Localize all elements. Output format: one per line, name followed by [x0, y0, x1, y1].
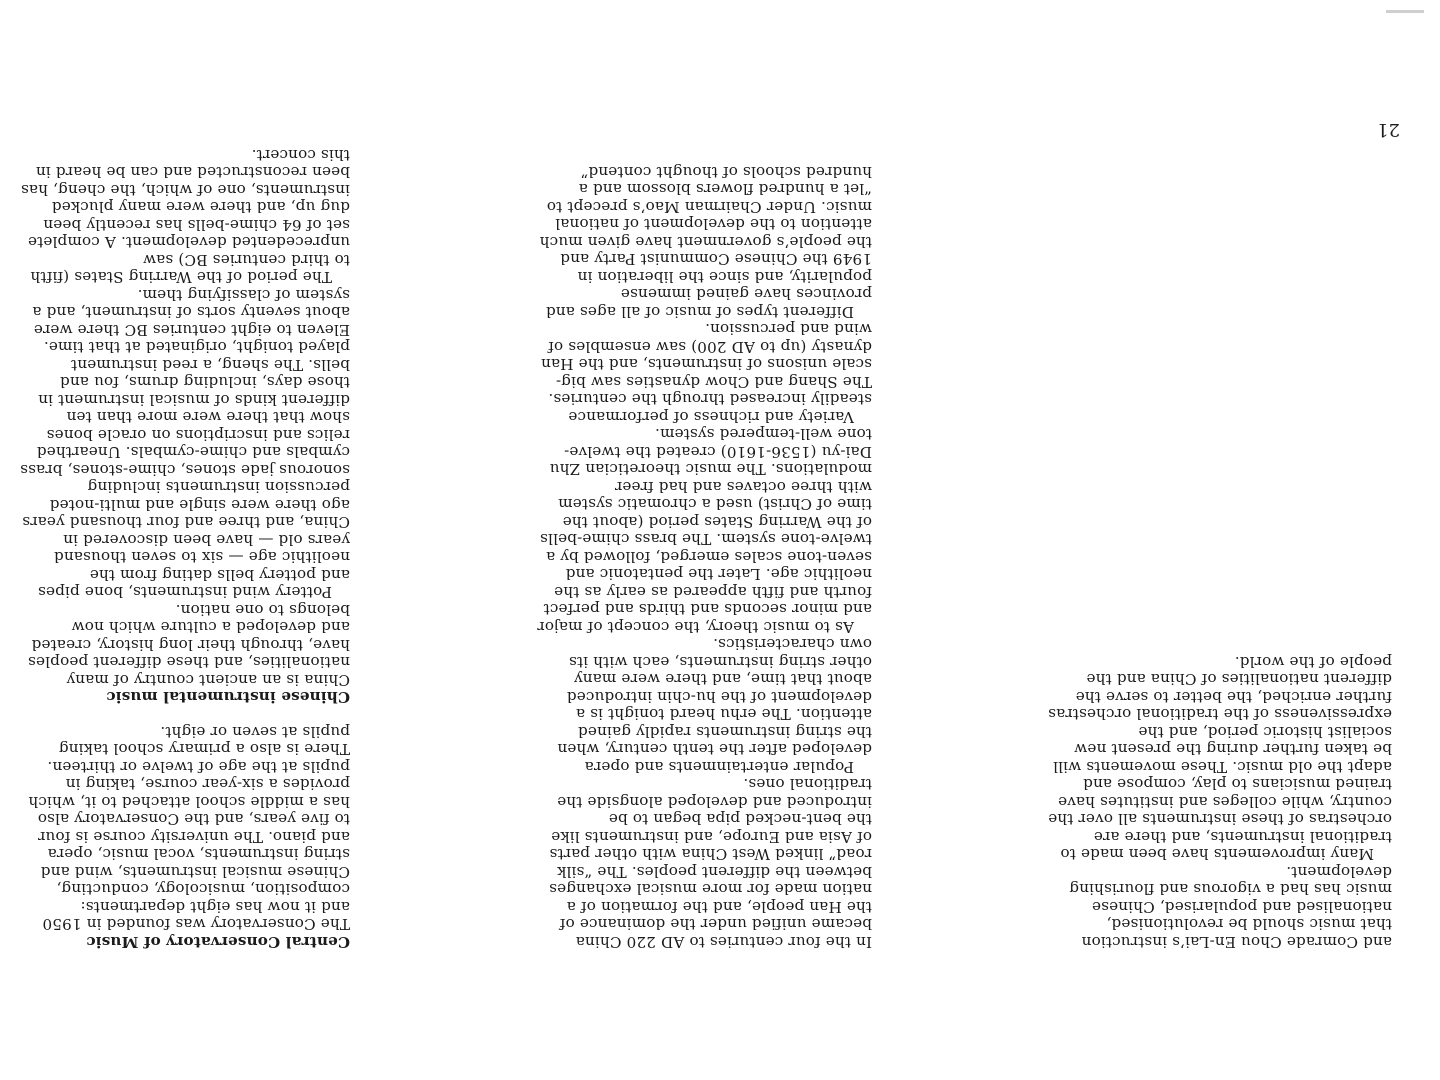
column-conservatory-and-instrumental-music: [20, 146, 350, 951]
scan-mark: [1386, 10, 1424, 13]
paragraph-popular-entertainments: Popular entertainments and opera developed after the tenth century, when the string instruments rapidly gained attention. The erhu heard tonight is a development of the hu-chin introduced about that time, and there were many other string instruments, each with its own characteristics.: [557, 635, 872, 776]
paragraph-improvements-traditional-instruments: Many improvements have been made to traditional instruments, and there are orchestras of these instruments all over the country, while colleges and institutes have trained musicians to play, compose and adapt the old music. These movements will be taken further during the present new socialist historic period, and the expressiveness of the traditional orchestras further enriched, the better to serve the different nationalities of China and the people of the world.: [1048, 653, 1392, 864]
paragraph-pottery-instruments: Pottery wind instruments, bone pipes and pottery bells dating from the neolithic age — six to seven thousand years old — have been discovered in China, and three and four thousand years ago there were single and multi-noted percussion instruments including sonorous jade stones, chime-stones, brass cymbals and chime-cymbals. Unearthed relics and inscriptions on oracle bones show that there were more than ten different kinds of musical instrument in those days, including drums, fou and bells. The sheng, a reed instrument played tonight, originated at that time. Eleven to eight centuries BC there were about seventy sorts of instrument, and a system of classifying them.: [20, 286, 350, 602]
paragraph-han-unification: In the four centuries to AD 220 China became unified under the dominance of the Han people, and the formation of a nation made for more musical exchanges between the different peoples. The “silk road” linked West China with other parts of Asia and Europe, and instruments like the bent-necked pipa began to be introduced and developed alongside the traditional ones.: [549, 775, 872, 951]
heading-central-conservatory: Central Conservatory of Music: [86, 933, 350, 951]
paragraph-conservatory: The Conservatory was founded in 1950 and it now has eight departments: composition, musicology, conducting, Chinese musical instruments, wind and string instruments, vocal music, opera and piano. The university course is four to five years, and the Conservatory also has a middle school attached to it, which provides a six-year course, taking in pupils at the age of twelve or thirteen. There is also a primary school taking pupils at seven or eight.: [28, 723, 350, 934]
column-history-and-theory: [537, 163, 872, 951]
heading-chinese-instrumental-music: Chinese instrumental music: [106, 688, 350, 707]
paragraph-performance-variety: Variety and richness of performance steadily increased through the centuries. The Shang and Chow dynasties saw big-scale unisons of instruments, and the Han dynasty (up to AD 200) saw ensembles of wind and percussion.: [541, 320, 872, 426]
paragraph-chou-en-lai-instruction: and Comrade Chou En-Lai’s instruction that music should be revolutionised, nationalised and popularised, Chinese music has had a vigorous and flourishing development.: [1069, 863, 1392, 951]
paragraph-music-theory: As to music theory, the concept of major and minor seconds and thirds and perfect fourth and fifth appeared as early as the neolithic age. Later the pentatonic and seven-tone scales emerged, followed by a twelve-tone system. The brass chime-bells of the Warring States period (about the time of Christ) used a chromatic system with three octaves and had freer modulations. The music theoretician Zhu Dai-yu (1536-1610) created the twelve-tone well-tempered system.: [537, 425, 872, 636]
column-modern-development: [1047, 653, 1392, 951]
paragraph-ancient-country: China is an ancient country of many nationalities, and these different peoples have, through their long history, created and developed a culture which now belongs to one nation.: [27, 601, 350, 689]
page-number: 21: [1377, 119, 1400, 140]
paragraph-popularity-after-liberation: Different types of music of all ages and provinces have gained immense popularity, and since the liberation in 1949 the Chinese Communist Party and the people’s government have given much attention to the development of national music. Under Chairman Mao’s precept to “let a hundred flowers blossom and a hundred schools of thought contend”: [539, 163, 872, 321]
paragraph-warring-states: The period of the Warring States (fifth to third centuries BC) saw unprecedented development. A complete set of 64 chime-bells has recently been dug up, and there were many plucked instruments, one of which, the cheng, has been reconstructed and can be heard in this concert.: [20, 146, 350, 287]
